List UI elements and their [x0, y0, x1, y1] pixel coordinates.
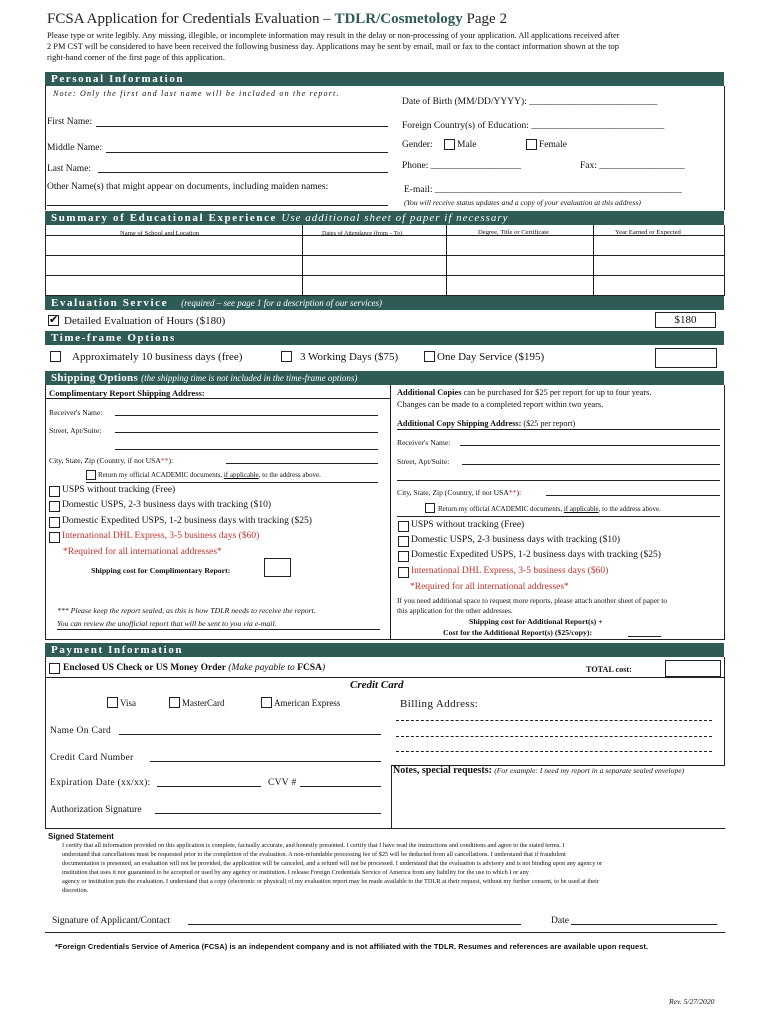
add-street2-input[interactable]: [397, 480, 720, 481]
add-cost-label: Cost for the Additional Report(s) ($25/copy):: [443, 628, 593, 637]
timeframe-10day-checkbox[interactable]: [50, 351, 61, 362]
evaluation-heading-note: (required – see page 1 for a description of our services): [181, 298, 382, 308]
card-number-input[interactable]: [150, 761, 381, 762]
billing-address-label: Billing Address:: [400, 698, 479, 710]
more-space-note-2: this application for the other addresses.: [397, 606, 513, 615]
instructions-line: Please type or write legibly. Any missing, illegible, or incomplete information may result in the delay or non-processing of your application. All applications received after: [47, 31, 620, 40]
signature-input[interactable]: [188, 924, 521, 925]
total-cost-underline: [45, 677, 724, 678]
education-heading-note: Use additional sheet of paper if necessary: [281, 212, 509, 224]
date-label: Date: [551, 916, 569, 926]
comp-ship-cost-label: Shipping cost for Complimentary Report:: [91, 566, 231, 575]
billing-address-line-1[interactable]: [396, 720, 712, 721]
comp-city-input[interactable]: [226, 463, 378, 464]
payment-left-border: [45, 657, 46, 828]
personal-info-heading: Personal Information: [45, 72, 724, 86]
add-usps-12-checkbox[interactable]: [398, 551, 409, 562]
comp-ship-cost-box[interactable]: [264, 558, 291, 577]
shipping-heading: Shipping Options (the shipping time is not included in the time-frame options): [45, 371, 724, 385]
comp-return-docs-checkbox[interactable]: [86, 470, 96, 480]
statement-line: documentation is presented, an evaluation will not be provided, the application will be canceled, and a refund will not be processed. I understand that the evaluation is advisory and is not binding upon any agency or: [62, 860, 603, 867]
add-required-intl: *Required for all international addresses*: [410, 582, 569, 592]
other-names-label: Other Name(s) that might appear on documents, including maiden names:: [47, 182, 329, 192]
date-input[interactable]: [571, 924, 717, 925]
unofficial-note: You can review the unofficial report that will be sent to you via e-mail.: [57, 619, 277, 628]
comp-usps-12-label: Domestic Expedited USPS, 1-2 business days with tracking ($25): [62, 516, 312, 526]
check-payment-checkbox[interactable]: [49, 663, 60, 674]
title-highlight: TDLR/Cosmetology: [334, 11, 463, 27]
billing-address-line-2[interactable]: [396, 736, 712, 737]
add-shipping-title: Additional Copy Shipping Address: ($25 per report): [397, 419, 576, 428]
signature-label: Signature of Applicant/Contact: [52, 916, 171, 926]
foreign-country-field[interactable]: Foreign Country(s) of Education: ____________________________: [402, 121, 665, 131]
name-on-card-input[interactable]: [119, 734, 381, 735]
amex-label: American Express: [274, 698, 341, 708]
name-on-card-label: Name On Card: [50, 726, 112, 736]
cvv-input[interactable]: [300, 786, 381, 787]
timeframe-10day-label: Approximately 10 business days (free): [72, 351, 243, 363]
personal-left-border: [45, 86, 46, 210]
detailed-evaluation-checkbox[interactable]: [48, 315, 59, 326]
statement-line: discretion.: [62, 887, 89, 894]
comp-usps-free-checkbox[interactable]: [49, 486, 60, 497]
comp-required-intl: *Required for all international addresses*: [63, 547, 222, 557]
additional-copies-text: Additional Copies can be purchased for $25 per report for up to four years.: [397, 388, 652, 397]
timeframe-cost-box[interactable]: [655, 348, 717, 368]
comp-dhl-checkbox[interactable]: [49, 532, 60, 543]
comp-return-underline: [86, 482, 378, 483]
education-heading: Summary of Educational Experience Use additional sheet of paper if necessary: [45, 211, 724, 225]
timeframe-heading: Time-frame Options: [45, 331, 724, 345]
keep-sealed-note: *** Please keep the report sealed, as this is how TDLR needs to receive the report.: [57, 606, 316, 615]
last-name-label: Last Name:: [47, 164, 92, 174]
timeframe-1day-checkbox[interactable]: [424, 351, 435, 362]
add-dhl-checkbox[interactable]: [398, 567, 409, 578]
shipping-divider: [390, 385, 391, 640]
comp-usps-free-label: USPS without tracking (Free): [62, 485, 176, 495]
dob-field[interactable]: Date of Birth (MM/DD/YYYY): ___________________________: [402, 97, 658, 107]
evaluation-price-box: $180: [655, 312, 716, 328]
phone-field[interactable]: Phone: ___________________: [402, 161, 522, 171]
notes-left: [391, 765, 392, 828]
credit-card-title: Credit Card: [350, 679, 404, 691]
visa-label: Visa: [120, 698, 136, 708]
education-col-degree: Degree, Title or Certificate: [478, 229, 550, 236]
comp-city-label: City, State, Zip (Country, if not USA**):: [49, 456, 174, 465]
comp-receiver-label: Receiver's Name:: [49, 408, 103, 417]
page-title: [47, 11, 507, 28]
shipping-left-border: [45, 385, 46, 640]
comp-usps-23-label: Domestic USPS, 2-3 business days with tracking ($10): [62, 500, 271, 510]
female-checkbox[interactable]: [526, 139, 537, 150]
timeframe-3day-label: 3 Working Days ($75): [300, 351, 399, 363]
add-receiver-input[interactable]: [460, 445, 720, 446]
add-return-docs-checkbox[interactable]: [425, 503, 435, 513]
shipping-right-border: [724, 385, 725, 640]
fax-field[interactable]: Fax: __________________: [580, 161, 685, 171]
evaluation-heading: Evaluation Service (required – see page 1 for a description of our services): [45, 296, 724, 310]
middle-name-input[interactable]: [106, 152, 388, 153]
revision: Rev. 5/27/2020: [669, 997, 715, 1006]
comp-street-input[interactable]: [115, 432, 378, 433]
comp-street2-input[interactable]: [115, 449, 378, 450]
amex-checkbox[interactable]: [261, 697, 272, 708]
visa-checkbox[interactable]: [107, 697, 118, 708]
signed-statement-heading: Signed Statement: [48, 832, 114, 841]
payment-heading: Payment Information: [45, 643, 724, 657]
mastercard-checkbox[interactable]: [169, 697, 180, 708]
shipping-heading-note: (the shipping time is not included in the time-frame options): [141, 373, 358, 383]
first-name-label: First Name:: [47, 117, 93, 127]
total-cost-label: TOTAL cost:: [586, 665, 632, 674]
add-usps-free-checkbox[interactable]: [398, 521, 409, 532]
female-label: Female: [539, 140, 567, 150]
add-street-label: Street, Apt/Suite:: [397, 457, 450, 466]
expiration-label: Expiration Date (xx/xx):: [50, 778, 151, 788]
statement-line: understand that cancellations must be requested prior to the completion of the evaluation. A non-refundable processing fee of $25 will be deducted from all cancellations. I understand that if fraudulent: [62, 851, 566, 858]
comp-dhl-label: International DHL Express, 3-5 business days ($60): [62, 531, 260, 541]
add-ship-underline: [397, 429, 720, 430]
education-col-school: Name of School and Location: [120, 230, 200, 237]
other-names-input[interactable]: [47, 205, 388, 206]
detailed-evaluation-label: Detailed Evaluation of Hours ($180): [64, 315, 226, 327]
instructions-line: 2 PM CST will be considered to have been received the following business day. Applications may be sent by email, mail or fax to the contact information shown at the top: [47, 42, 619, 51]
card-number-label: Credit Card Number: [50, 753, 134, 763]
personal-note: Note: Only the first and last name will be included on the report.: [53, 89, 340, 98]
comp-usps-23-checkbox[interactable]: [49, 501, 60, 512]
comp-shipping-title: Complimentary Report Shipping Address:: [49, 388, 205, 398]
first-name-input[interactable]: [96, 126, 388, 127]
auth-signature-label: Authorization Signature: [50, 805, 142, 815]
comp-return-docs-label: Return my official ACADEMIC documents, if applicable, to the address above.: [98, 471, 321, 479]
payment-bottom: [45, 828, 725, 829]
add-return-docs-label: Return my official ACADEMIC documents, if applicable, to the address above.: [438, 505, 661, 513]
additional-copies-text-2: Changes can be made to a completed report within two years.: [397, 400, 604, 409]
statement-bottom: [45, 932, 725, 933]
shipping-comp-underline: [45, 398, 390, 399]
check-payment-label: Enclosed US Check or US Money Order (Make payable to FCSA): [63, 663, 326, 673]
mastercard-label: MasterCard: [182, 698, 225, 708]
add-usps-23-checkbox[interactable]: [398, 536, 409, 547]
personal-right-border: [724, 86, 725, 210]
shipping-bottom: [45, 639, 724, 640]
notes-label: Notes, special requests: (For example: I need my report in a separate sealed envelope): [393, 765, 685, 776]
statement-line: institution that uses it nor guaranteed to be accepted or used by any agency or institution. I release Foreign Credentials Service of America from any liability for the use to which I or any: [62, 869, 529, 876]
add-usps-free-label: USPS without tracking (Free): [411, 520, 525, 530]
add-usps-23-label: Domestic USPS, 2-3 business days with tracking ($10): [411, 535, 620, 545]
billing-address-line-3[interactable]: [396, 751, 712, 752]
timeframe-1day-label: One Day Service ($195): [437, 351, 545, 363]
last-name-input[interactable]: [98, 172, 388, 173]
more-space-note: If you need additional space to request more reports, please attach another sheet of paper to: [397, 596, 668, 605]
add-return-underline: [397, 516, 720, 517]
male-checkbox[interactable]: [444, 139, 455, 150]
add-ship-cost-label: Shipping cost for Additional Report(s) +: [469, 617, 603, 626]
instructions-line: right-hand corner of the first page of this application.: [47, 53, 225, 62]
timeframe-3day-checkbox[interactable]: [281, 351, 292, 362]
comp-usps-12-checkbox[interactable]: [49, 517, 60, 528]
expiration-input[interactable]: [157, 786, 261, 787]
add-dhl-label: International DHL Express, 3-5 business days ($60): [411, 566, 609, 576]
cvv-label: CVV #: [268, 778, 297, 788]
add-street-input[interactable]: [462, 464, 720, 465]
title-prefix: FCSA Application for Credentials Evaluation –: [47, 11, 335, 27]
email-note: (You will receive status updates and a copy of your evaluation at this address): [404, 198, 641, 207]
total-cost-box[interactable]: [665, 660, 721, 677]
statement-line: I certify that all information provided on this application is complete, factually accurate, and honestly presented. I certify that I have read the instructions and conditions and agree to the stated terms. I: [62, 842, 565, 849]
disclaimer: *Foreign Credentials Service of America (FCSA) is an independent company and is not affiliated with the TDLR. Resumes and references are available upon request.: [55, 942, 649, 951]
add-receiver-label: Receiver's Name:: [397, 438, 451, 447]
education-col-year: Year Earned or Expected: [615, 229, 681, 236]
title-suffix: Page 2: [462, 11, 507, 27]
education-col-dates: Dates of Attendance (from – To): [322, 230, 403, 237]
male-label: Male: [457, 140, 477, 150]
unofficial-underline: [57, 629, 380, 630]
middle-name-label: Middle Name:: [47, 143, 103, 153]
add-city-label: City, State, Zip (Country, if not USA**):: [397, 488, 522, 497]
comp-street-label: Street, Apt/Suite:: [49, 426, 102, 435]
auth-signature-input[interactable]: [155, 813, 381, 814]
payment-right-border: [724, 657, 725, 765]
gender-label: Gender:: [402, 140, 433, 150]
add-cost-input[interactable]: [628, 636, 661, 637]
email-field[interactable]: E-mail: ____________________________________________________: [404, 185, 682, 195]
statement-line: agency or institution puts the evaluation. I understand that a copy (electronic or physical) of my evaluation report may be made available to the TDLR at their request, without my further consent, to be used at their: [62, 878, 599, 885]
comp-receiver-input[interactable]: [115, 415, 378, 416]
add-city-input[interactable]: [546, 495, 720, 496]
add-usps-12-label: Domestic Expedited USPS, 1-2 business days with tracking ($25): [411, 550, 661, 560]
